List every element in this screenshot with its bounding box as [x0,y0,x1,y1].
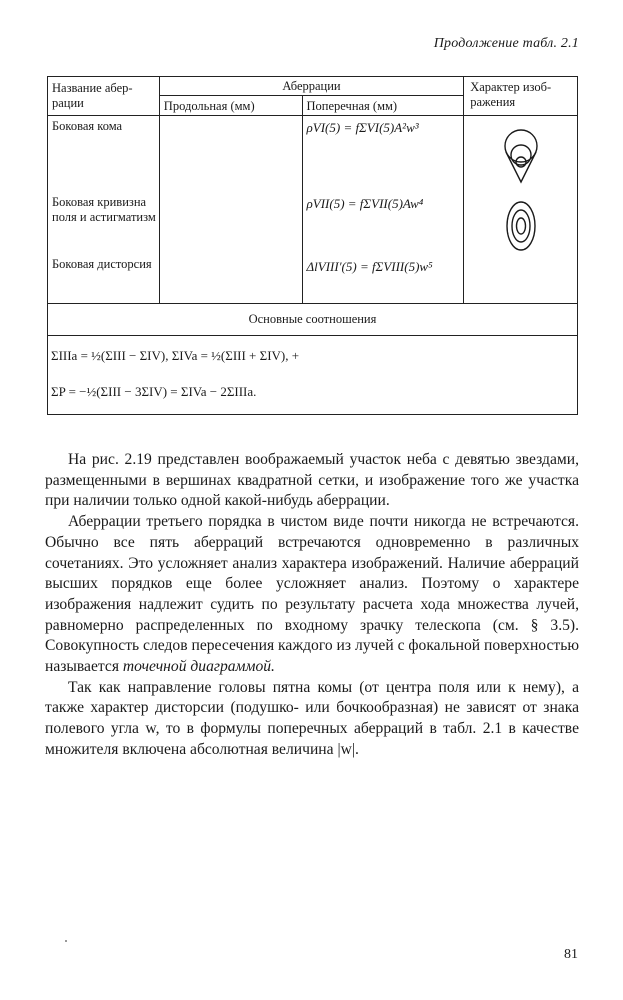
transverse-formulas-cell [302,116,464,304]
paragraph-3: Так как направление головы пятна комы (от центра поля или к нему), а также характер дисторсии (подушко- или бочкообразная) не зависят от знака полевого угла w, то в формулы поперечных аберраций в табл. 2.1 в качестве множителя включена абсолютная величина |w|. [45,678,579,758]
relations-header: Основные соотношения [48,304,578,336]
paragraph-2-text: Аберрации третьего порядка в чистом виде почти никогда не встречаются. Обычно все пять аберраций встречаются одновременно в различных сочетаниях. Это усложняет анализ характера изображений. Наличие аберраций высших порядков еще более усложняет анализ. Поэтому о характере изображения надлежит судить по результату расчета хода множества лучей, равномерно распределенных по входному зрачку телескопа (см. § 3.5). Совокупность следов пересечения каждого из лучей с фокальной поверхностью называется [45,513,579,676]
formula-coma: ρVI(5) = fΣVI(5)A²w³ [306,120,419,135]
coma-figure-icon [505,130,537,182]
col-aberrations-header: Аберрации [159,77,463,96]
col-name-header: Название абер-рации [48,77,160,116]
body-text [45,450,579,761]
image-figures-cell [464,116,578,304]
continuation-caption: Продолжение табл. 2.1 [433,36,579,51]
term-point-diagram: точечной диаграммой. [122,658,275,676]
formula-curvature: ρVII(5) = fΣVII(5)Aw⁴ [306,196,424,211]
row-name-coma: Боковая кома [52,119,123,133]
relation-2: ΣP = −½(ΣIII − 3ΣIV) = ΣIVa − 2ΣIIIa. [51,384,257,399]
row-name-distortion: Боковая дисторсия [52,257,152,271]
figures-svg [464,116,578,300]
col-longitudinal-header: Продольная (мм) [159,96,302,116]
page-number: 81 [564,947,578,962]
print-speck [65,940,67,942]
relation-1: ΣIIIa = ½(ΣIII − ΣIV), ΣIVa = ½(ΣIII + ΣIV), + [51,348,300,363]
astigmatism-ellipses-icon [507,202,535,250]
formula-distortion: ΔlVIII′(5) = fΣVIII(5)w⁵ [306,259,433,274]
relations-cell [48,336,578,415]
row-name-curvature: Боковая кривизна поля и астигматизм [52,195,156,224]
longitudinal-cell [159,116,302,304]
col-transverse-header: Поперечная (мм) [302,96,464,116]
aberrations-table [47,76,578,415]
col-image-header: Характер изоб-ражения [464,77,578,116]
paragraph-2 [45,512,579,678]
aberration-names-cell [48,116,160,304]
paragraph-1: На рис. 2.19 представлен воображаемый участок неба с девятью звездами, размещенными в вершинах квадратной сетки, и изображение того же участка при наличии только одной какой-нибудь аберрации. [45,451,579,510]
